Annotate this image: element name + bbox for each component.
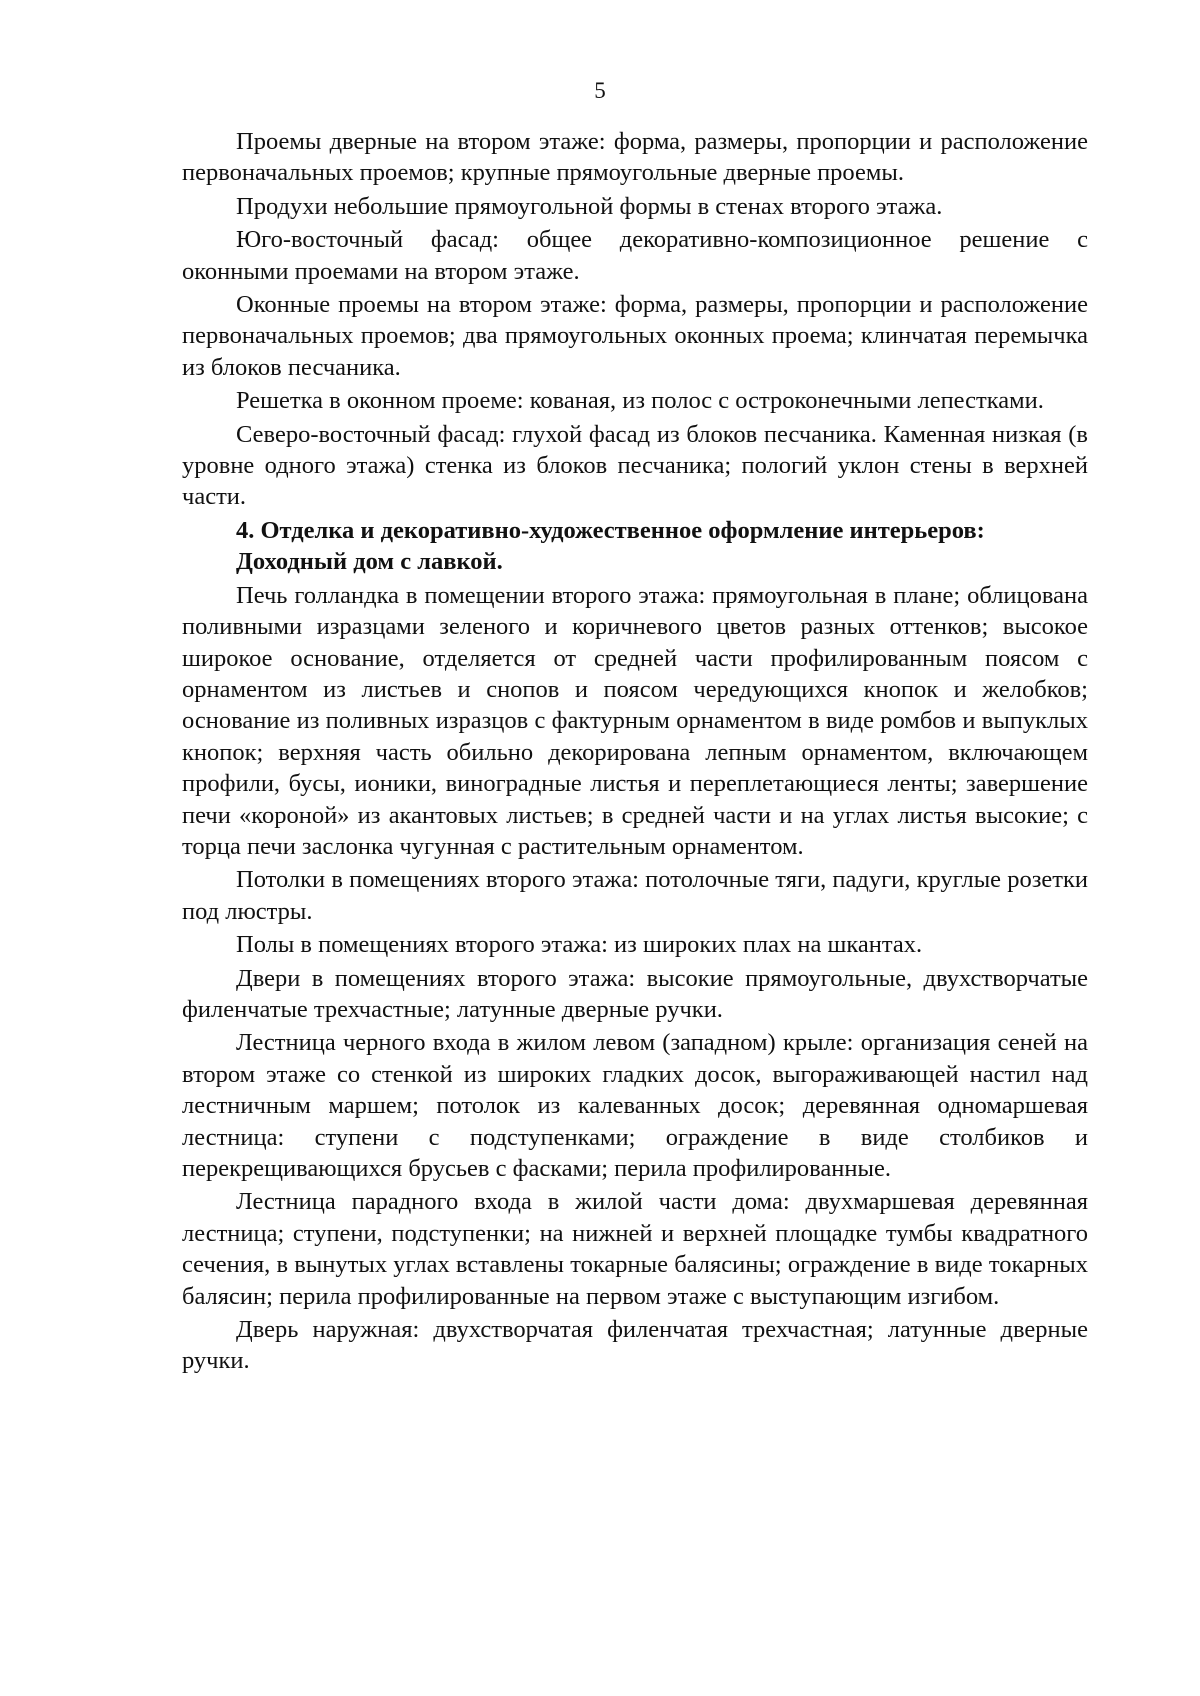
paragraph-back-staircase: Лестница черного входа в жилом левом (западном) крыле: организация сеней на втором этаже со стенкой из широких гладких досок, выгораживающей настил над лестничным маршем; потолок из калеванных досок; деревянная одномаршевая лестница: ступени с подступенками; ограждение в виде столбиков и перекрещивающихся брусьев с фасками; перила профилированные. [182,1029,1088,1182]
paragraph-northeast-facade: Северо-восточный фасад: глухой фасад из блоков песчаника. Каменная низкая (в уровне одного этажа) стенка из блоков песчаника; пологий уклон стены в верхней части. [182,420,1088,511]
paragraph-exterior-door: Дверь наружная: двухстворчатая филенчатая трехчастная; латунные дверные ручки. [182,1316,1088,1375]
paragraph-interior-doors: Двери в помещениях второго этажа: высокие прямоугольные, двухстворчатые филенчатые трехчастные; латунные дверные ручки. [182,964,1088,1023]
section-heading: 4. Отделка и декоративно-художественное оформление интерьеров: [236,516,985,544]
paragraph-main-staircase: Лестница парадного входа в жилой части дома: двухмаршевая деревянная лестница; ступени, подступенки; на нижней и верхней площадке тумбы квадратного сечения, в вынутых углах вставлены токарные балясины; ограждение в виде токарных балясин; перила профилированные на первом этаже с выступающим изгибом. [182,1188,1088,1310]
paragraph-floors: Полы в помещениях второго этажа: из широких плах на шкантах. [236,931,923,959]
paragraph-vents: Продухи небольшие прямоугольной формы в стенах второго этажа. [236,192,943,220]
section-subheading: Доходный дом с лавкой. [236,548,503,576]
paragraph-ceilings: Потолки в помещениях второго этажа: потолочные тяги, падуги, круглые розетки под люстры. [182,866,1088,925]
paragraph-window-grille: Решетка в оконном проеме: кованая, из полос с остроконечными лепестками. [236,387,1044,415]
paragraph-door-openings: Проемы дверные на втором этаже: форма, размеры, пропорции и расположение первоначальных проемов; крупные прямоугольные дверные проемы. [182,128,1088,187]
paragraph-window-openings: Оконные проемы на втором этаже: форма, размеры, пропорции и расположение первоначальных проемов; два прямоугольных оконных проема; клинчатая перемычка из блоков песчаника. [182,291,1088,381]
document-body [182,126,1088,1379]
paragraph-dutch-stove: Печь голландка в помещении второго этажа: прямоугольная в плане; облицована поливными изразцами зеленого и коричневого цветов разных оттенков; высокое широкое основание, отделяется от средней части профилированным поясом с орнаментом из листьев и снопов и поясом чередующихся кнопок и желобков; основание из поливных изразцов с фактурным орнаментом в виде ромбов и выпуклых кнопок; верхняя часть обильно декорирована лепным орнаментом, включающем профили, бусы, ионики, виноградные листья и переплетающиеся ленты; завершение печи «короной» из акантовых листьев; в средней части и на углах листья высокие; с торца печи заслонка чугунная с растительным орнаментом. [182,581,1088,860]
page-number: 5 [594,78,606,103]
paragraph-southeast-facade: Юго-восточный фасад: общее декоративно-композиционное решение с оконными проемами на втором этаже. [182,226,1088,285]
